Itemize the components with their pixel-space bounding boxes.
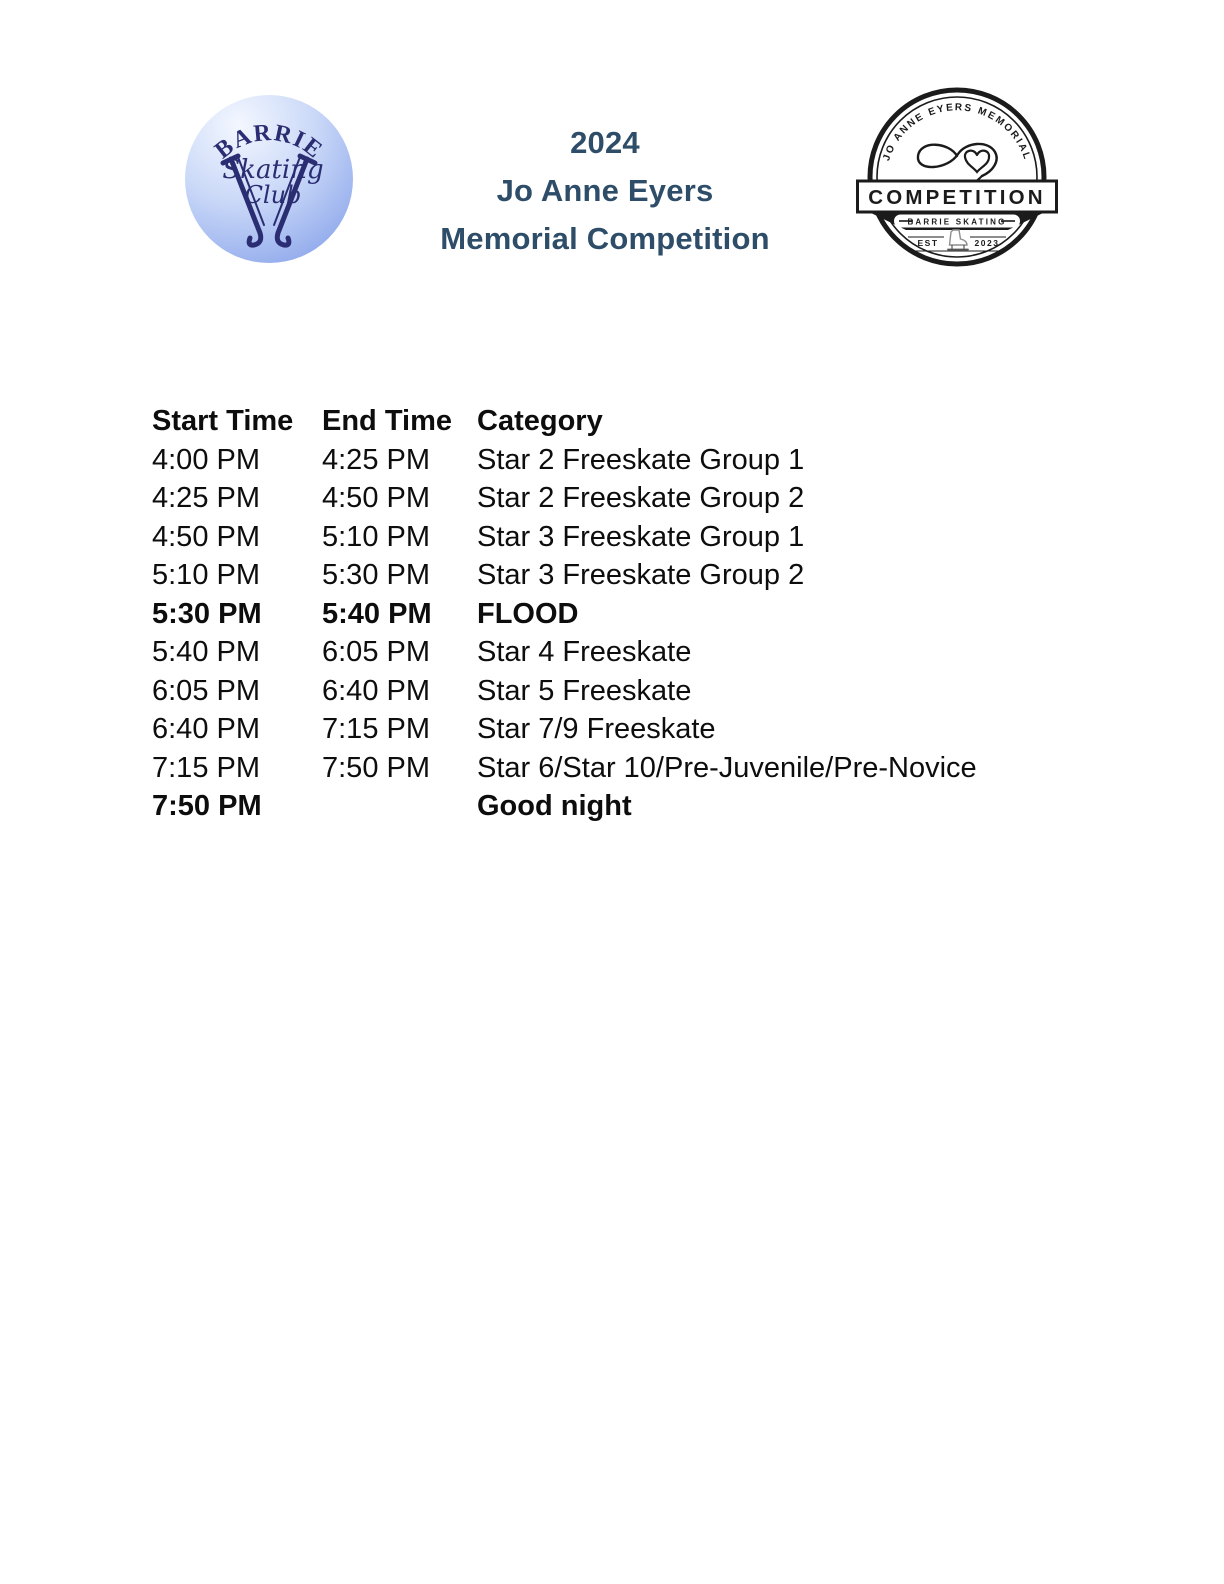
schedule-cell-start: 7:50 PM	[152, 790, 262, 822]
badge-year-text: 2023	[974, 238, 1000, 248]
schedule-cell-end: 4:50 PM	[322, 482, 430, 514]
schedule-cell-category: Star 5 Freeskate	[477, 674, 692, 707]
schedule-cell-start: 4:00 PM	[152, 443, 260, 476]
event-title-block	[305, 119, 905, 263]
table-row	[152, 441, 977, 480]
schedule-cell-start: 5:40 PM	[152, 636, 260, 668]
column-header-end-time: End Time	[322, 405, 452, 437]
event-name: Jo Anne Eyers	[496, 173, 714, 208]
schedule-cell-end	[322, 787, 477, 826]
schedule-cell-end: 4:25 PM	[322, 443, 430, 476]
schedule-table	[152, 402, 977, 826]
badge-subbanner-text: BARRIE SKATING	[907, 217, 1007, 227]
schedule-cell-end: 7:15 PM	[322, 713, 430, 745]
logo-barrie-arc-text: BARRIE	[210, 119, 328, 165]
table-row	[152, 518, 977, 557]
schedule-cell-category: Star 3 Freeskate Group 2	[477, 559, 805, 591]
table-row	[152, 710, 977, 749]
column-header-start-time: Start Time	[152, 405, 294, 437]
table-row	[152, 595, 977, 634]
schedule-cell-end: 5:30 PM	[322, 559, 430, 591]
column-header-category: Category	[477, 405, 603, 437]
table-row	[152, 479, 977, 518]
schedule-cell-category: Star 2 Freeskate Group 1	[477, 443, 805, 476]
schedule-cell-category: Star 6/Star 10/Pre-Juvenile/Pre-Novice	[477, 751, 977, 784]
event-year: 2024	[570, 125, 640, 160]
schedule-cell-end: 7:50 PM	[322, 751, 430, 784]
badge-banner-text: COMPETITION	[868, 186, 1046, 209]
schedule-cell-category: Star 2 Freeskate Group 2	[477, 482, 805, 514]
event-subtitle: Memorial Competition	[440, 221, 770, 256]
schedule-cell-end: 6:05 PM	[322, 636, 430, 668]
badge-arc-text: JO ANNE EYERS MEMORIAL	[881, 102, 1033, 163]
table-row	[152, 556, 977, 595]
schedule-cell-category: Good night	[477, 790, 632, 822]
table-header-row	[152, 402, 977, 441]
schedule-cell-category: FLOOD	[477, 597, 579, 630]
table-row	[152, 787, 977, 826]
schedule-cell-start: 5:30 PM	[152, 597, 262, 630]
table-row	[152, 633, 977, 672]
schedule-cell-end: 5:40 PM	[322, 597, 432, 630]
schedule-cell-start: 6:05 PM	[152, 674, 260, 707]
table-row	[152, 672, 977, 711]
schedule-cell-start: 5:10 PM	[152, 559, 260, 591]
badge-est-text: EST	[917, 238, 939, 248]
schedule-body	[152, 441, 977, 826]
schedule-cell-category: Star 3 Freeskate Group 1	[477, 520, 805, 553]
schedule-cell-start: 7:15 PM	[152, 751, 260, 784]
logo-club-text: Club	[244, 181, 302, 209]
schedule-cell-category: Star 4 Freeskate	[477, 636, 692, 668]
schedule-cell-start: 6:40 PM	[152, 713, 260, 745]
schedule-cell-start: 4:25 PM	[152, 482, 260, 514]
competition-badge	[856, 82, 1058, 274]
table-row	[152, 749, 977, 788]
schedule-cell-end: 6:40 PM	[322, 674, 430, 707]
logo-skating-text: Skating	[222, 155, 324, 185]
schedule-cell-end: 5:10 PM	[322, 520, 430, 553]
schedule-cell-start: 4:50 PM	[152, 520, 260, 553]
schedule-cell-category: Star 7/9 Freeskate	[477, 713, 716, 745]
